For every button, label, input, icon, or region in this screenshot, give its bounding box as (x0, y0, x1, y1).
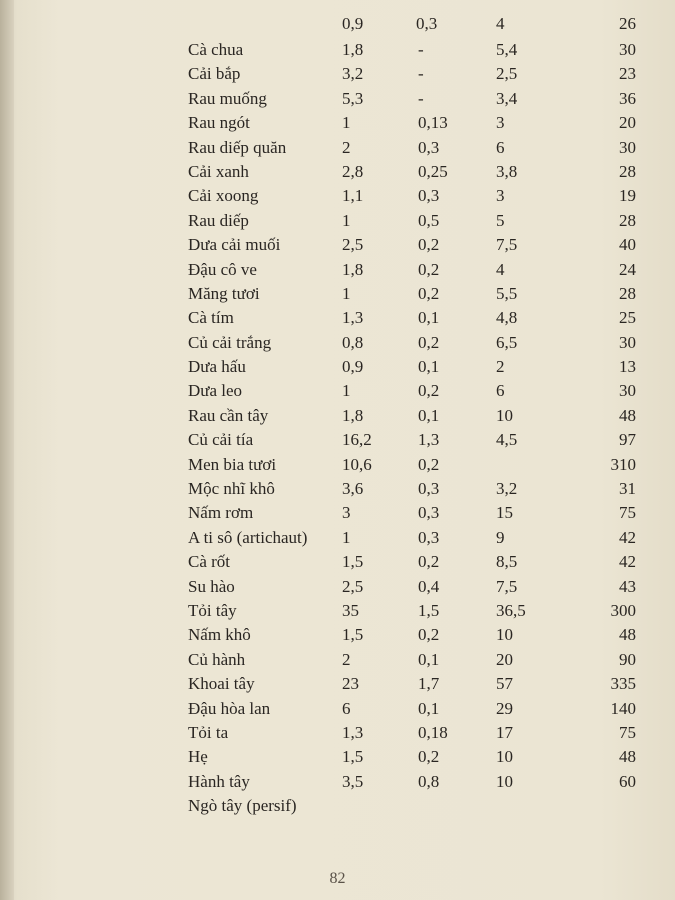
table-row (0, 723, 675, 747)
cell-value-b: 0,2 (418, 747, 440, 767)
table-row (0, 601, 675, 625)
cell-value-a: 1 (342, 283, 351, 303)
food-name: Dưa hấu (188, 357, 246, 377)
cell-value-d: 30 (619, 40, 636, 59)
cell-value-d: 20 (619, 113, 636, 133)
food-name: Củ cải trắng (188, 332, 272, 352)
cell-value-a: 1 (342, 113, 351, 133)
table-row (0, 772, 675, 796)
table-row (0, 357, 675, 381)
food-name: Rau diếp (188, 210, 249, 230)
cell-value-b: 1,5 (418, 600, 440, 620)
table-row (0, 406, 675, 430)
cell-value-b: 0,1 (418, 698, 440, 718)
food-name: Cà rốt (188, 552, 231, 572)
food-name: Cải xanh (188, 161, 249, 181)
cell-value-a: 2,5 (342, 235, 364, 255)
cell-value-a: 2,5 (342, 576, 364, 596)
cell-value-a: 3,6 (342, 479, 364, 499)
table-row (0, 138, 675, 162)
cell-value-c: 10 (496, 771, 513, 791)
table-row (0, 235, 675, 259)
cell-value-d: 75 (619, 503, 636, 523)
food-name: Củ hành (188, 649, 246, 669)
cell-value-c: 5,4 (496, 40, 518, 59)
cell-value-a: 5,3 (342, 88, 364, 108)
cell-value-a: 0,8 (342, 332, 364, 352)
cell-value-d: 28 (619, 161, 636, 181)
cell-value-a: 1,8 (342, 259, 364, 279)
cell-value-a: 1,8 (342, 405, 364, 425)
cell-value-b: 0,1 (418, 649, 440, 669)
cell-value-c: 4 (496, 14, 505, 33)
cell-value-a: 1 (342, 210, 351, 230)
cell-value-c: 5 (496, 210, 505, 230)
cell-value-b: 0,3 (418, 503, 440, 523)
table-row (0, 455, 675, 479)
food-name: Cà chua (188, 40, 244, 59)
cell-value-b: 0,13 (418, 113, 448, 133)
cell-value-a: 1 (342, 381, 351, 401)
cell-value-d: 31 (619, 479, 636, 499)
food-name: Nấm rơm (188, 503, 254, 523)
cell-value-a: 6 (342, 698, 351, 718)
food-name: Hành tây (188, 771, 250, 791)
food-name: Cà tím (188, 308, 234, 328)
cell-value-b: 0,2 (418, 552, 440, 572)
cell-value-c: 6,5 (496, 332, 518, 352)
cell-value-d: 28 (619, 283, 636, 303)
table-row (0, 186, 675, 210)
table-row (0, 625, 675, 649)
cell-value-c: 4,8 (496, 308, 518, 328)
cell-value-c: 3 (496, 113, 505, 133)
table-row (0, 747, 675, 771)
table-row (0, 308, 675, 332)
cell-value-a: 1,5 (342, 625, 364, 645)
cell-value-d: 24 (619, 259, 636, 279)
cell-value-b: 0,1 (418, 405, 440, 425)
cell-value-c: 3,2 (496, 479, 518, 499)
cell-value-b: 0,18 (418, 722, 448, 742)
cell-value-a: 3 (342, 503, 351, 523)
food-name: Mộc nhĩ khô (188, 479, 275, 499)
table-row (0, 333, 675, 357)
food-name: Hẹ (188, 747, 208, 767)
cell-value-b: 0,4 (418, 576, 440, 596)
table-row (0, 650, 675, 674)
cell-value-c: 20 (496, 649, 513, 669)
table-row (0, 577, 675, 601)
table-row (0, 430, 675, 454)
table-row (0, 113, 675, 137)
food-name: Nấm khô (188, 625, 251, 645)
cell-value-a: 16,2 (342, 430, 372, 450)
cell-value-a: 1,3 (342, 308, 364, 328)
cell-value-b: 0,2 (418, 454, 440, 474)
cell-value-c: 4,5 (496, 430, 518, 450)
food-name: Rau muống (188, 88, 267, 108)
cell-value-c: 29 (496, 698, 513, 718)
cell-value-a: 23 (342, 674, 359, 694)
cell-value-d: 97 (619, 430, 636, 450)
table-row (0, 699, 675, 723)
cell-value-b: 1,7 (418, 674, 440, 694)
table-row (0, 479, 675, 503)
table-row (0, 674, 675, 698)
food-name: Dưa cải muối (188, 235, 281, 255)
cell-value-b: 0,1 (418, 357, 440, 377)
cell-value-c: 5,5 (496, 283, 518, 303)
cell-value-a: 3,2 (342, 64, 364, 84)
cell-value-b: 0,8 (418, 771, 440, 791)
cell-value-c: 57 (496, 674, 513, 694)
cell-value-a: 1,1 (342, 186, 364, 206)
cell-value-c: 9 (496, 527, 505, 547)
cell-value-d: 90 (619, 649, 636, 669)
cell-value-b: - (418, 88, 424, 108)
cell-value-a: 1,5 (342, 552, 364, 572)
table-row (0, 284, 675, 308)
cell-value-a: 2,8 (342, 161, 364, 181)
nutrition-table (0, 40, 675, 821)
page-number: 82 (329, 870, 346, 887)
cell-value-d: 48 (619, 747, 636, 767)
table-row (0, 64, 675, 88)
food-name: Măng tươi (188, 283, 260, 303)
cell-value-a: 1,8 (342, 40, 364, 59)
cell-value-b: 0,25 (418, 161, 448, 181)
cell-value-d: 75 (619, 722, 636, 742)
table-top-row (0, 14, 675, 38)
food-name: Ngò tây (persif) (188, 796, 297, 816)
cell-value-d: 140 (610, 698, 636, 718)
cell-value-c: 10 (496, 405, 513, 425)
cell-value-a: 1,3 (342, 722, 364, 742)
cell-value-a: 1,5 (342, 747, 364, 767)
cell-value-d: 310 (610, 454, 636, 474)
cell-value-b: 1,3 (418, 430, 440, 450)
cell-value-c: 10 (496, 625, 513, 645)
cell-value-d: 30 (619, 137, 636, 157)
cell-value-b: 0,3 (416, 14, 438, 33)
table-row (0, 528, 675, 552)
cell-value-d: 48 (619, 625, 636, 645)
cell-value-d: 36 (619, 88, 636, 108)
cell-value-a: 1 (342, 527, 351, 547)
cell-value-d: 19 (619, 186, 636, 206)
cell-value-c: 10 (496, 747, 513, 767)
food-name: Su hào (188, 576, 235, 596)
table-row (0, 162, 675, 186)
cell-value-b: 0,2 (418, 332, 440, 352)
cell-value-d: 25 (619, 308, 636, 328)
table-row (0, 89, 675, 113)
food-name: Men bia tươi (188, 454, 277, 474)
food-name: Rau cần tây (188, 405, 269, 425)
cell-value-c: 2,5 (496, 64, 518, 84)
cell-value-c: 6 (496, 137, 505, 157)
cell-value-c: 3,4 (496, 88, 518, 108)
table-row (0, 796, 675, 820)
cell-value-b: 0,3 (418, 479, 440, 499)
cell-value-c: 7,5 (496, 235, 518, 255)
cell-value-b: 0,3 (418, 527, 440, 547)
cell-value-b: 0,2 (418, 283, 440, 303)
cell-value-b: 0,2 (418, 625, 440, 645)
cell-value-c: 8,5 (496, 552, 518, 572)
food-name: Khoai tây (188, 674, 255, 694)
cell-value-d: 335 (610, 674, 636, 694)
cell-value-c: 6 (496, 381, 505, 401)
cell-value-d: 13 (619, 357, 636, 377)
cell-value-d: 23 (619, 64, 636, 84)
table-row (0, 260, 675, 284)
cell-value-b: 0,3 (418, 186, 440, 206)
food-name: Dưa leo (188, 381, 243, 401)
table-row (0, 503, 675, 527)
cell-value-d: 42 (619, 527, 636, 547)
cell-value-b: 0,2 (418, 235, 440, 255)
cell-value-c: 3 (496, 186, 505, 206)
cell-value-b: - (418, 40, 424, 59)
food-name: Đậu cô ve (188, 259, 257, 279)
cell-value-b: 0,2 (418, 381, 440, 401)
cell-value-c: 17 (496, 722, 513, 742)
cell-value-c: 15 (496, 503, 513, 523)
cell-value-a: 2 (342, 649, 351, 669)
cell-value-d: 60 (619, 771, 636, 791)
cell-value-d: 48 (619, 405, 636, 425)
table-row (0, 211, 675, 235)
food-name: Tỏi ta (188, 722, 229, 742)
food-name: Cải xoong (188, 186, 259, 206)
food-name: Cải bắp (188, 64, 241, 84)
cell-value-d: 42 (619, 552, 636, 572)
cell-value-d: 26 (619, 14, 636, 33)
food-name: Rau ngót (188, 113, 250, 133)
food-name: Củ cải tía (188, 430, 254, 450)
cell-value-c: 2 (496, 357, 505, 377)
cell-value-d: 43 (619, 576, 636, 596)
cell-value-a: 2 (342, 137, 351, 157)
cell-value-d: 300 (610, 600, 636, 620)
table-row (0, 552, 675, 576)
cell-value-a: 0,9 (342, 14, 364, 33)
cell-value-b: 0,5 (418, 210, 440, 230)
cell-value-b: 0,1 (418, 308, 440, 328)
cell-value-d: 28 (619, 210, 636, 230)
cell-value-a: 35 (342, 600, 359, 620)
table-row (0, 381, 675, 405)
cell-value-c: 4 (496, 259, 505, 279)
cell-value-d: 40 (619, 235, 636, 255)
food-name: Rau diếp quăn (188, 137, 287, 157)
cell-value-c: 36,5 (496, 600, 526, 620)
cell-value-b: - (418, 64, 424, 84)
cell-value-a: 0,9 (342, 357, 364, 377)
cell-value-c: 7,5 (496, 576, 518, 596)
cell-value-a: 3,5 (342, 771, 364, 791)
cell-value-b: 0,2 (418, 259, 440, 279)
food-name: A ti sô (artichaut) (188, 527, 308, 547)
cell-value-d: 30 (619, 381, 636, 401)
cell-value-d: 30 (619, 332, 636, 352)
table-row (0, 40, 675, 64)
cell-value-b: 0,3 (418, 137, 440, 157)
food-name: Đậu hòa lan (188, 698, 271, 718)
food-name: Tỏi tây (188, 600, 237, 620)
cell-value-a: 10,6 (342, 454, 372, 474)
cell-value-c: 3,8 (496, 161, 518, 181)
